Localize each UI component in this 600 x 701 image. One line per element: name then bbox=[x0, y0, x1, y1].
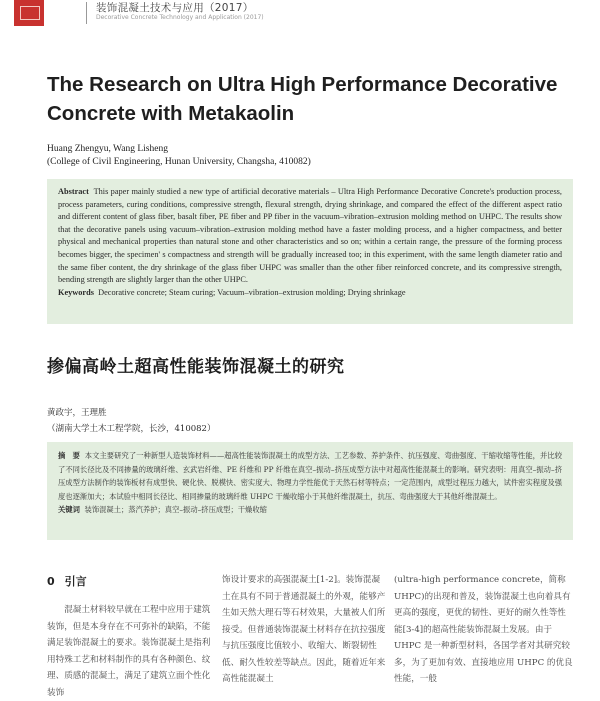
body-paragraph: 混凝土材料较早就在工程中应用于建筑装饰，但是本身存在不可弥补的缺陷，不能满足装饰混凝土的要求。装饰混凝土是指利用特殊工艺和材料制作的具有各种颜色、纹理、质感的混凝土，满足了建筑立面个性化装饰 bbox=[47, 605, 211, 698]
abstract-en bbox=[58, 186, 562, 287]
journal-title: 装饰混凝土技术与应用（2017） bbox=[96, 2, 254, 14]
header-divider bbox=[86, 2, 87, 24]
cn-abstract-text: 本文主要研究了一种新型人造装饰材料——超高性能装饰混凝土的成型方法、工艺参数、养护条件、抗压强度、弯曲强度、干缩收缩等性能，并比较了不同长径比及不同掺量的玻璃纤维、玄武岩纤维、PE 纤维和 PP 纤维在真空–振动–挤压成型方法中对超高性能混凝土的影响。研究表明：用真空–振动–挤压成型方法制作的装饰板材有成型快、硬化快、脱模快、密实度大、物理力学性能优于天然石材等特点；一定范围内，成型过程压力越大，试件密实程度及强度也逐渐加大；本试验中相同长径比、相同掺量的玻璃纤维 UHPC 干燥收缩小于其他纤维混凝土，抗压、弯曲强度大于其他纤维混凝土。 bbox=[58, 451, 562, 501]
journal-header bbox=[0, 0, 600, 32]
authors-cn: 黄政宇，王理胜 bbox=[47, 408, 107, 418]
body-column-1 bbox=[47, 572, 212, 698]
body-column-2 bbox=[222, 572, 387, 688]
cn-keywords-label: 关键词 bbox=[58, 505, 80, 515]
cn-keywords-text: 装饰混凝土；蒸汽养护；真空–振动–挤压成型；干燥收缩 bbox=[84, 505, 267, 515]
keywords-en bbox=[58, 287, 562, 300]
abstract-text: This paper mainly studied a new type of artificial decorative materials – Ultra High Performance Decorative Concrete's production process, process parameters, curing conditions, compressive strength, flexural strength, drying shrinkage, and compared the effect of the different aspect ratio and different content of glass fiber, basalt fiber, PE fiber and PP fiber in the vacuum–vibration–extrusion molding method on UHPC. The results show that the decorative panels using vacuum–vibration–extrusion molding method have a faster molding process, and a higher compactness, and better physical and mechanical properties than natural stone and other characteristics and so on; within a certain range, the pressure of the forming process becomes bigger, the specimen' s compactness and strength will be gradually increased too; in this experiment, with the same length diameter ratio and the same fiber content, the dry shrinkage of the glass fiber UHPC was smaller than the other fiber reinforced concrete, and its compressive strength, bending strength are slightly larger than the other UHPC. bbox=[58, 187, 562, 285]
keywords-text: Decorative concrete; Steam curing; Vacuum–vibration–extrusion molding; Drying shrinkage bbox=[98, 287, 406, 297]
section-number: 0 bbox=[47, 575, 55, 588]
body-paragraph: 饰设计要求的高强混凝土[1-2]。装饰混凝土在具有不同于普通混凝土的外观，能够产生如天然大理石等石材效果，大量被人们所接受。但普通装饰混凝土材料存在抗拉强度与抗压强度比值较小、收缩大、断裂韧性低、耐久性较差等缺点。因此，随着近年来高性能混凝土 bbox=[222, 575, 386, 684]
abstract-box-en bbox=[47, 179, 573, 324]
journal-subtitle: Decorative Concrete Technology and Application (2017) bbox=[96, 14, 264, 21]
body-paragraph: (ultra-high performance concrete，简称 UHPC)的出现和普及，装饰混凝土也向着具有更高的强度，更优的韧性、更好的耐久性等性能[3-4]的超高性能装饰混凝土发展。由于 UHPC 是一种新型材料，各国学者对其研究较多，为了更加有效、直接地应用 UHPC 的优良性能，一般 bbox=[394, 575, 573, 684]
abstract-cn bbox=[58, 449, 562, 503]
authors-en: Huang Zhengyu, Wang Lisheng bbox=[47, 144, 168, 154]
section-title: 引言 bbox=[64, 575, 87, 588]
paper-title-cn: 掺偏高岭土超高性能装饰混凝土的研究 bbox=[47, 357, 345, 377]
body-column-3 bbox=[394, 572, 574, 688]
affiliation-cn: （湖南大学土木工程学院，长沙，410082） bbox=[47, 424, 216, 434]
keywords-cn bbox=[58, 503, 562, 517]
section-heading bbox=[47, 572, 212, 602]
paper-title-en: The Research on Ultra High Performance Decorative Concrete with Metakaolin bbox=[47, 73, 558, 125]
cn-abstract-label: 摘 要 bbox=[58, 451, 81, 460]
keywords-label: Keywords bbox=[58, 287, 94, 297]
journal-logo bbox=[14, 0, 44, 26]
abstract-box-cn bbox=[47, 442, 573, 540]
affiliation-en: (College of Civil Engineering, Hunan University, Changsha, 410082) bbox=[47, 157, 311, 167]
abstract-label: Abstract bbox=[58, 187, 89, 196]
